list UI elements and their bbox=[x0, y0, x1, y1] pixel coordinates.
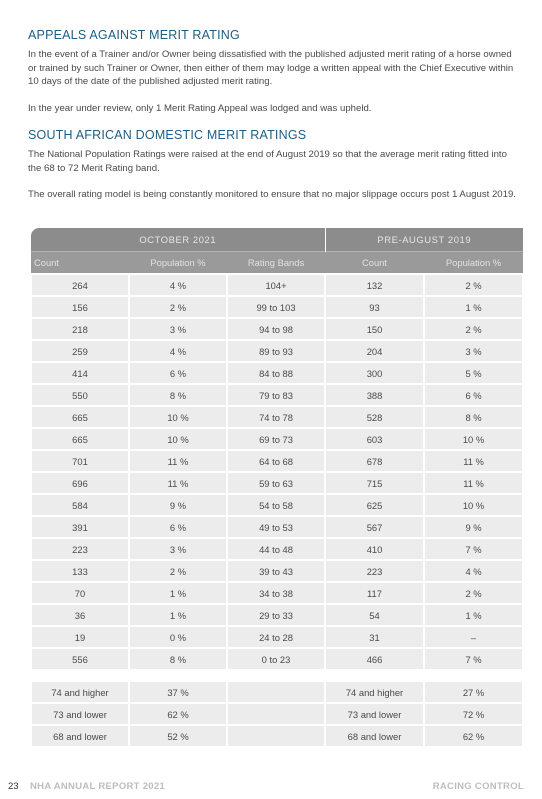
table-cell: 678 bbox=[325, 450, 424, 472]
table-cell: 701 bbox=[31, 450, 129, 472]
table-cell: 665 bbox=[31, 406, 129, 428]
table-row bbox=[31, 494, 523, 516]
table-row bbox=[31, 274, 523, 296]
table-cell: 665 bbox=[31, 428, 129, 450]
table-cell: 29 to 33 bbox=[227, 604, 325, 626]
table-cell: 2 % bbox=[129, 296, 227, 318]
table-cell: 7 % bbox=[424, 648, 523, 670]
table-row bbox=[31, 516, 523, 538]
table-cell: 410 bbox=[325, 538, 424, 560]
table-cell: 104+ bbox=[227, 274, 325, 296]
table-cell: 388 bbox=[325, 384, 424, 406]
group-header-october-2021: OCTOBER 2021 bbox=[31, 228, 325, 252]
table-cell: 10 % bbox=[129, 428, 227, 450]
table-row bbox=[31, 472, 523, 494]
table-cell: 39 to 43 bbox=[227, 560, 325, 582]
table-cell: 24 to 28 bbox=[227, 626, 325, 648]
table-body bbox=[31, 274, 523, 670]
table-cell: 74 and higher bbox=[325, 681, 424, 703]
table-cell: 204 bbox=[325, 340, 424, 362]
table-cell: 4 % bbox=[129, 340, 227, 362]
table-cell: 11 % bbox=[129, 450, 227, 472]
table-row bbox=[31, 626, 523, 648]
sa-ratings-paragraph-1: The National Population Ratings were raised at the end of August 2019 so that the average merit rating fitted into the 68 to 72 Merit Rating band. bbox=[28, 149, 507, 174]
table-cell: 84 to 88 bbox=[227, 362, 325, 384]
table-cell: 11 % bbox=[424, 472, 523, 494]
table-cell: 259 bbox=[31, 340, 129, 362]
table-cell: 1 % bbox=[424, 604, 523, 626]
table-cell: 93 bbox=[325, 296, 424, 318]
table-cell: 68 and lower bbox=[325, 725, 424, 747]
table-cell: 11 % bbox=[129, 472, 227, 494]
table-cell: 218 bbox=[31, 318, 129, 340]
table-cell: 133 bbox=[31, 560, 129, 582]
table-cell: 9 % bbox=[424, 516, 523, 538]
table-cell: 0 % bbox=[129, 626, 227, 648]
table-cell: 2 % bbox=[129, 560, 227, 582]
table-cell: 19 bbox=[31, 626, 129, 648]
table-cell bbox=[227, 703, 325, 725]
table-cell: 223 bbox=[31, 538, 129, 560]
table-cell: 49 to 53 bbox=[227, 516, 325, 538]
table-cell: 73 and lower bbox=[325, 703, 424, 725]
table-cell: 1 % bbox=[129, 604, 227, 626]
table-cell: 150 bbox=[325, 318, 424, 340]
table-cell: 156 bbox=[31, 296, 129, 318]
table-cell: 73 and lower bbox=[31, 703, 129, 725]
table-cell: 62 % bbox=[424, 725, 523, 747]
table-cell: 8 % bbox=[129, 384, 227, 406]
table-cell: 264 bbox=[31, 274, 129, 296]
table-cell: 117 bbox=[325, 582, 424, 604]
table-cell: 7 % bbox=[424, 538, 523, 560]
merit-rating-table bbox=[30, 228, 524, 671]
group-header-pre-august-2019: PRE-AUGUST 2019 bbox=[325, 228, 523, 252]
table-row bbox=[31, 406, 523, 428]
table-cell: 37 % bbox=[129, 681, 227, 703]
table-cell: 584 bbox=[31, 494, 129, 516]
table-cell: 36 bbox=[31, 604, 129, 626]
table-cell bbox=[227, 725, 325, 747]
table-cell: 3 % bbox=[424, 340, 523, 362]
table-cell: 54 bbox=[325, 604, 424, 626]
table-cell: 2 % bbox=[424, 318, 523, 340]
table-cell: 44 to 48 bbox=[227, 538, 325, 560]
table-cell: 2 % bbox=[424, 274, 523, 296]
column-header: Count bbox=[31, 252, 129, 275]
table-cell: 52 % bbox=[129, 725, 227, 747]
table-cell: 34 to 38 bbox=[227, 582, 325, 604]
table-cell: 68 and lower bbox=[31, 725, 129, 747]
table-row bbox=[31, 340, 523, 362]
column-header: Count bbox=[325, 252, 424, 275]
table-cell: 625 bbox=[325, 494, 424, 516]
appeals-paragraph-1: In the event of a Trainer and/or Owner being dissatisfied with the published adjusted merit rating of a horse owned or trained by such Trainer or Owner, then either of them may lodge a written appeal with the Chief Executive within 10 days of the date of the published adjusted merit rating. bbox=[28, 49, 514, 88]
appeals-heading: APPEALS AGAINST MERIT RATING bbox=[28, 28, 240, 42]
table-cell: 6 % bbox=[424, 384, 523, 406]
table-cell: 64 to 68 bbox=[227, 450, 325, 472]
column-header: Population % bbox=[424, 252, 523, 275]
table-cell: 10 % bbox=[424, 494, 523, 516]
table-row bbox=[31, 582, 523, 604]
table-cell: 603 bbox=[325, 428, 424, 450]
sa-ratings-paragraph-2: The overall rating model is being constantly monitored to ensure that no major slippage occurs post 1 August 2019. bbox=[28, 189, 516, 200]
table-cell: 79 to 83 bbox=[227, 384, 325, 406]
table-row bbox=[31, 648, 523, 670]
table-cell: 27 % bbox=[424, 681, 523, 703]
table-cell: 54 to 58 bbox=[227, 494, 325, 516]
table-cell: 69 to 73 bbox=[227, 428, 325, 450]
table-cell: 70 bbox=[31, 582, 129, 604]
table-cell: 89 to 93 bbox=[227, 340, 325, 362]
column-header: Rating Bands bbox=[227, 252, 325, 275]
table-cell: 556 bbox=[31, 648, 129, 670]
table-cell: 0 to 23 bbox=[227, 648, 325, 670]
table-cell: 6 % bbox=[129, 516, 227, 538]
table-cell: 10 % bbox=[424, 428, 523, 450]
table-row bbox=[31, 318, 523, 340]
table-cell: 74 and higher bbox=[31, 681, 129, 703]
sa-ratings-heading: SOUTH AFRICAN DOMESTIC MERIT RATINGS bbox=[28, 128, 307, 142]
report-title: NHA ANNUAL REPORT 2021 bbox=[30, 781, 166, 792]
table-cell: 2 % bbox=[424, 582, 523, 604]
table-cell: 391 bbox=[31, 516, 129, 538]
table-cell: 3 % bbox=[129, 538, 227, 560]
table-cell: 696 bbox=[31, 472, 129, 494]
table-cell: 300 bbox=[325, 362, 424, 384]
table-cell: 715 bbox=[325, 472, 424, 494]
table-cell: 132 bbox=[325, 274, 424, 296]
table-cell: 6 % bbox=[129, 362, 227, 384]
table-cell: 62 % bbox=[129, 703, 227, 725]
table-cell: 567 bbox=[325, 516, 424, 538]
table-cell: 1 % bbox=[129, 582, 227, 604]
table-cell: 99 to 103 bbox=[227, 296, 325, 318]
table-row bbox=[31, 681, 523, 703]
table-cell: 528 bbox=[325, 406, 424, 428]
summary-body bbox=[31, 681, 523, 747]
table-row bbox=[31, 725, 523, 747]
table-cell: 9 % bbox=[129, 494, 227, 516]
table-cell: 59 to 63 bbox=[227, 472, 325, 494]
table-row bbox=[31, 296, 523, 318]
page-number: 23 bbox=[8, 781, 19, 792]
table-cell: 3 % bbox=[129, 318, 227, 340]
table-row bbox=[31, 384, 523, 406]
column-header: Population % bbox=[129, 252, 227, 275]
table-cell: 414 bbox=[31, 362, 129, 384]
page-footer bbox=[0, 778, 542, 794]
table-cell: 8 % bbox=[129, 648, 227, 670]
table-cell: 5 % bbox=[424, 362, 523, 384]
table-cell: 4 % bbox=[424, 560, 523, 582]
table-row bbox=[31, 560, 523, 582]
table-cell: 94 to 98 bbox=[227, 318, 325, 340]
table-cell: 4 % bbox=[129, 274, 227, 296]
table-cell: 11 % bbox=[424, 450, 523, 472]
section-name: RACING CONTROL bbox=[432, 781, 524, 792]
table-row bbox=[31, 362, 523, 384]
table-cell: 8 % bbox=[424, 406, 523, 428]
table-row bbox=[31, 450, 523, 472]
table-cell: 31 bbox=[325, 626, 424, 648]
table-cell: – bbox=[424, 626, 523, 648]
table-cell: 72 % bbox=[424, 703, 523, 725]
table-cell: 466 bbox=[325, 648, 424, 670]
table-row bbox=[31, 428, 523, 450]
table-row bbox=[31, 538, 523, 560]
table-row bbox=[31, 703, 523, 725]
table-row bbox=[31, 604, 523, 626]
table-cell: 10 % bbox=[129, 406, 227, 428]
summary-table bbox=[30, 680, 524, 748]
table-cell: 223 bbox=[325, 560, 424, 582]
table-cell: 550 bbox=[31, 384, 129, 406]
appeals-paragraph-2: In the year under review, only 1 Merit Rating Appeal was lodged and was upheld. bbox=[28, 103, 372, 114]
table-cell: 74 to 78 bbox=[227, 406, 325, 428]
table-cell bbox=[227, 681, 325, 703]
table-cell: 1 % bbox=[424, 296, 523, 318]
